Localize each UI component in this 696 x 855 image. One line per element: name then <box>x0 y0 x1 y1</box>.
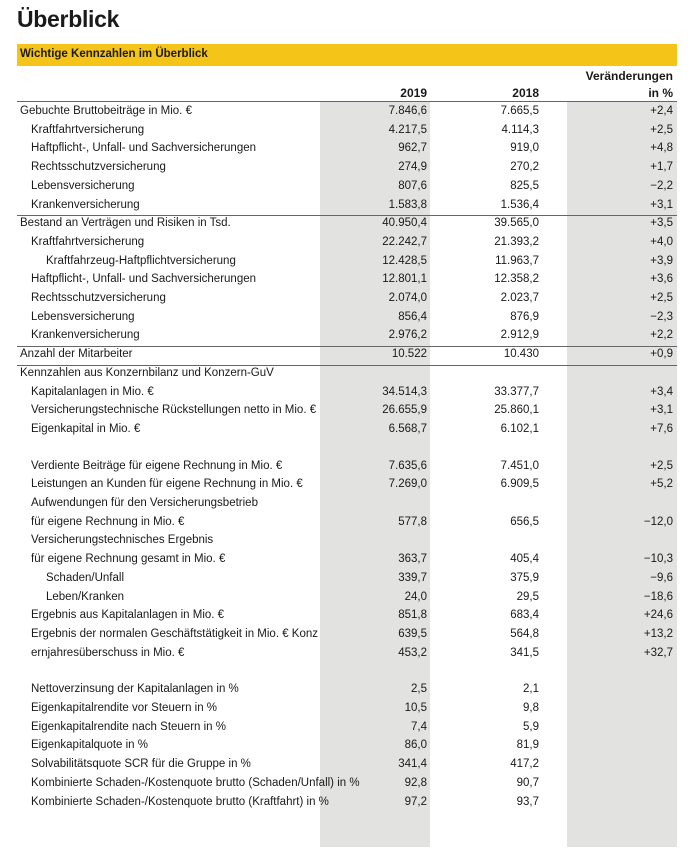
value-2018: 341,5 <box>510 646 539 659</box>
value-2018: 375,9 <box>510 571 539 584</box>
value-change: −12,0 <box>643 515 673 528</box>
table-row <box>17 682 677 696</box>
value-change: +1,7 <box>650 161 673 174</box>
value-2018: 270,2 <box>510 161 539 174</box>
table-row <box>17 608 677 622</box>
row-label: Rechtsschutzversicherung <box>31 292 166 304</box>
value-2019: 7.269,0 <box>388 478 427 491</box>
value-2019: 7,4 <box>411 720 427 733</box>
value-2019: 341,4 <box>398 758 427 771</box>
row-label: Eigenkapitalrendite nach Steuern in % <box>31 720 226 733</box>
value-2018: 2.912,9 <box>500 329 539 342</box>
value-2019: 92,8 <box>404 776 427 789</box>
row-label: Kombinierte Schaden-/Kostenquote brutto (Schaden/Unfall) in % <box>31 776 360 789</box>
table-row <box>17 533 677 547</box>
row-label: Leistungen an Kunden für eigene Rechnung in Mio. € <box>31 478 303 491</box>
value-change: +0,9 <box>650 348 673 361</box>
table-row <box>17 235 677 249</box>
table-row <box>17 385 677 399</box>
value-2019: 26.655,9 <box>382 404 427 417</box>
value-2018: 656,5 <box>510 515 539 528</box>
value-2019: 856,4 <box>398 310 427 323</box>
row-label: Versicherungstechnisches Ergebnis <box>31 534 214 547</box>
value-2018: 9,8 <box>523 702 539 714</box>
value-2018: 683,4 <box>510 609 539 622</box>
table-row <box>17 254 677 268</box>
value-2019: 4.217,5 <box>388 123 427 136</box>
value-2019: 2,5 <box>411 683 427 696</box>
value-2018: 29,5 <box>516 590 539 603</box>
table-top-rule <box>17 101 677 102</box>
row-label: Leben/Kranken <box>46 590 125 603</box>
value-2019: 86,0 <box>404 739 427 752</box>
value-2018: 5,9 <box>523 720 539 733</box>
value-2018: 825,5 <box>510 179 539 192</box>
value-change: +13,2 <box>643 627 673 640</box>
row-label: Solvabilitätsquote SCR für die Gruppe in % <box>31 758 251 771</box>
value-2019: 577,8 <box>398 515 427 528</box>
table-row <box>17 627 677 641</box>
row-label: Nettoverzinsung der Kapitalanlagen in % <box>31 683 239 696</box>
table-row <box>17 477 677 491</box>
row-label: Rechtsschutzversicherung <box>31 161 166 174</box>
table-row <box>17 795 677 809</box>
value-2019: 453,2 <box>398 646 427 659</box>
row-label: für eigene Rechnung gesamt in Mio. € <box>31 553 226 566</box>
value-2019: 10.522 <box>391 348 427 361</box>
row-label: Kraftfahrtversicherung <box>31 123 145 136</box>
value-change: +4,8 <box>650 142 673 155</box>
value-2018: 39.565,0 <box>494 217 539 230</box>
value-change: +3,4 <box>650 385 673 398</box>
value-2019: 274,9 <box>398 161 427 174</box>
row-label: Bestand an Verträgen und Risiken in Tsd. <box>20 217 231 230</box>
value-2018: 7.665,5 <box>500 105 539 117</box>
value-2018: 2.023,7 <box>500 292 539 304</box>
row-label: Aufwendungen für den Versicherungsbetrieb <box>31 497 258 509</box>
row-label: Ergebnis aus Kapitalanlagen in Mio. € <box>31 609 225 622</box>
value-2019: 363,7 <box>398 553 427 566</box>
table-row <box>17 141 677 155</box>
value-change: +3,6 <box>650 273 673 286</box>
value-2019: 339,7 <box>398 571 427 584</box>
table-row <box>17 422 677 436</box>
value-2018: 10.430 <box>503 348 539 361</box>
value-change: −10,3 <box>643 553 673 566</box>
value-2018: 25.860,1 <box>494 404 539 417</box>
value-2019: 24,0 <box>404 590 427 603</box>
column-band-change <box>567 102 677 847</box>
row-label: Krankenversicherung <box>31 198 140 211</box>
row-label: Haftpflicht-, Unfall- und Sachversicherungen <box>31 273 257 286</box>
table-row <box>17 757 677 771</box>
row-label: Eigenkapitalrendite vor Steuern in % <box>31 702 218 714</box>
value-2019: 22.242,7 <box>382 235 427 248</box>
value-2018: 7.451,0 <box>500 459 539 472</box>
table-row <box>17 738 677 752</box>
value-change: −18,6 <box>643 590 673 603</box>
row-label: Lebensversicherung <box>31 179 135 192</box>
section-banner: Wichtige Kennzahlen im Überblick <box>17 44 677 66</box>
table-row <box>17 515 677 529</box>
table-row <box>17 160 677 174</box>
value-change: +3,9 <box>650 254 673 267</box>
row-label: Schaden/Unfall <box>46 571 124 584</box>
value-2018: 6.102,1 <box>500 422 539 435</box>
value-2018: 564,8 <box>510 627 539 640</box>
table-row <box>17 459 677 473</box>
value-2018: 919,0 <box>510 142 539 155</box>
value-change: +24,6 <box>643 609 673 622</box>
row-label: Kennzahlen aus Konzernbilanz und Konzern-GuV <box>20 366 274 379</box>
header-2019: 2019 <box>400 86 427 100</box>
value-2018: 81,9 <box>516 739 539 752</box>
row-label: Eigenkapital in Mio. € <box>31 422 141 435</box>
table-row <box>17 310 677 324</box>
value-2018: 2,1 <box>523 683 539 696</box>
row-label: Haftpflicht-, Unfall- und Sachversicherungen <box>31 142 257 155</box>
value-2018: 405,4 <box>510 553 539 566</box>
value-change: −2,2 <box>650 179 673 192</box>
value-2019: 97,2 <box>404 795 427 808</box>
header-2018: 2018 <box>512 86 539 100</box>
value-2018: 93,7 <box>516 795 539 808</box>
value-change: −9,6 <box>650 571 673 584</box>
row-label: Verdiente Beiträge für eigene Rechnung in Mio. € <box>31 459 283 472</box>
table-row <box>17 347 677 361</box>
value-change: +7,6 <box>650 422 673 435</box>
table-row <box>17 646 677 660</box>
value-2018: 33.377,7 <box>494 385 539 398</box>
value-2018: 876,9 <box>510 310 539 323</box>
value-change: +2,4 <box>650 105 673 117</box>
value-2018: 12.358,2 <box>494 273 539 286</box>
value-2018: 417,2 <box>510 758 539 771</box>
table-row <box>17 366 677 380</box>
value-2019: 1.583,8 <box>388 198 427 211</box>
value-change: +4,0 <box>650 235 673 248</box>
header-change-line2: in % <box>648 86 673 100</box>
value-2018: 90,7 <box>516 776 539 789</box>
value-change: +2,2 <box>650 329 673 342</box>
value-2019: 639,5 <box>398 627 427 640</box>
table-row <box>17 216 677 230</box>
value-2019: 807,6 <box>398 179 427 192</box>
value-2019: 12.801,1 <box>382 273 427 286</box>
value-2018: 21.393,2 <box>494 235 539 248</box>
table-row <box>17 496 677 510</box>
table-row <box>17 571 677 585</box>
value-change: +3,5 <box>650 217 673 230</box>
table-row <box>17 272 677 286</box>
column-band-2019 <box>320 102 430 847</box>
row-label: Krankenversicherung <box>31 329 140 342</box>
value-change: +2,5 <box>650 292 673 304</box>
table-row <box>17 720 677 734</box>
value-change: +32,7 <box>643 646 673 659</box>
table-row <box>17 179 677 193</box>
row-label: Lebensversicherung <box>31 310 135 323</box>
value-2018: 11.963,7 <box>495 254 539 267</box>
value-2019: 962,7 <box>398 142 427 155</box>
value-change: +3,1 <box>650 404 673 417</box>
value-2019: 40.950,4 <box>382 217 427 230</box>
value-2019: 34.514,3 <box>382 385 427 398</box>
row-label: Kombinierte Schaden-/Kostenquote brutto (Kraftfahrt) in % <box>31 795 329 808</box>
value-2019: 6.568,7 <box>388 422 427 435</box>
value-2018: 1.536,4 <box>500 198 539 211</box>
value-change: +5,2 <box>650 478 673 491</box>
row-label: Ergebnis der normalen Geschäftstätigkeit in Mio. € Konz <box>31 627 319 640</box>
table-row <box>17 291 677 305</box>
value-2019: 10,5 <box>404 702 427 714</box>
row-label: für eigene Rechnung in Mio. € <box>31 515 185 528</box>
table-row <box>17 328 677 342</box>
table-row <box>17 403 677 417</box>
table-row <box>17 198 677 212</box>
value-2018: 4.114,3 <box>501 123 539 136</box>
row-label: Kraftfahrzeug-Haftpflichtversicherung <box>46 254 236 267</box>
table-row <box>17 104 677 118</box>
value-2018: 6.909,5 <box>500 478 539 491</box>
value-2019: 851,8 <box>398 609 427 622</box>
value-change: +3,1 <box>650 198 673 211</box>
table-row <box>17 590 677 604</box>
value-2019: 12.428,5 <box>382 254 427 267</box>
value-change: −2,3 <box>650 310 673 323</box>
page-title: Überblick <box>17 6 120 32</box>
row-label: ernjahresüberschuss in Mio. € <box>31 646 185 659</box>
row-label: Gebuchte Bruttobeiträge in Mio. € <box>20 105 192 117</box>
row-label: Eigenkapitalquote in % <box>31 739 148 752</box>
header-change-line1: Veränderungen <box>585 69 673 83</box>
value-2019: 2.074,0 <box>388 292 427 304</box>
value-change: +2,5 <box>650 123 673 136</box>
value-2019: 7.635,6 <box>388 459 427 472</box>
row-label: Kraftfahrtversicherung <box>31 235 145 248</box>
row-label: Kapitalanlagen in Mio. € <box>31 385 154 398</box>
table-row <box>17 776 677 790</box>
row-label: Anzahl der Mitarbeiter <box>20 348 133 361</box>
table-row <box>17 123 677 137</box>
table-row <box>17 552 677 566</box>
value-change: +2,5 <box>650 459 673 472</box>
value-2019: 2.976,2 <box>388 329 427 342</box>
row-label: Versicherungstechnische Rückstellungen netto in Mio. € <box>31 404 317 417</box>
table-row <box>17 701 677 715</box>
value-2019: 7.846,6 <box>388 105 427 117</box>
